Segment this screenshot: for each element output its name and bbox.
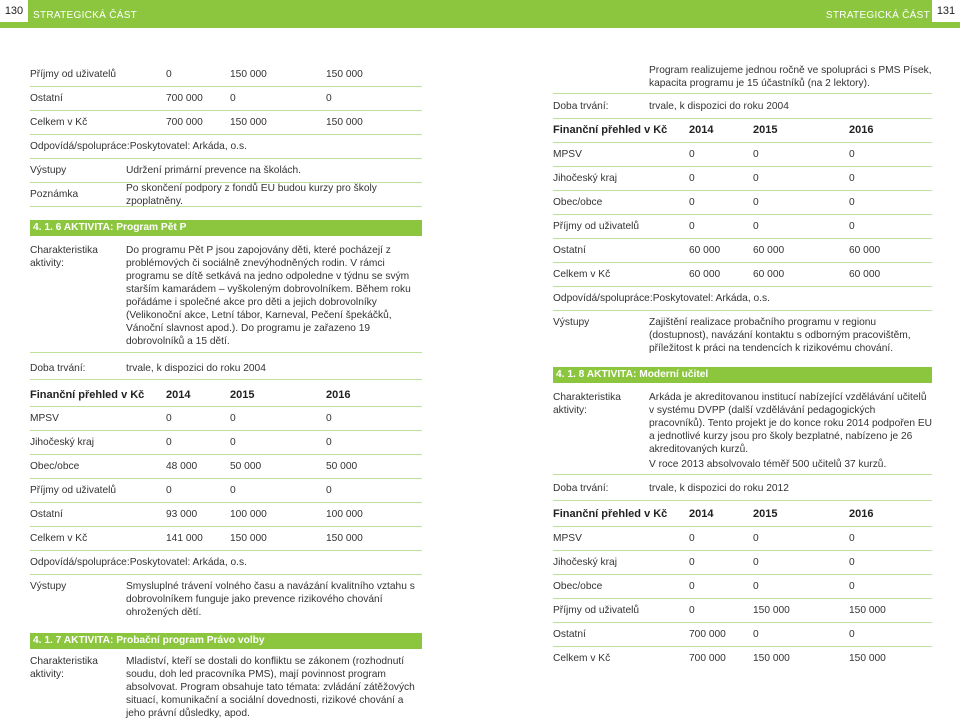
fin-row bbox=[30, 527, 422, 551]
info-label: Charakteristika aktivity: bbox=[30, 245, 98, 269]
running-title-right: STRATEGICKÁ ČÁST bbox=[825, 10, 930, 21]
fin-value-2015: 60 000 bbox=[753, 269, 785, 280]
fin-value-2014: 0 bbox=[689, 149, 695, 160]
fin-value-2016: 0 bbox=[849, 197, 855, 208]
fin-value-2016: 0 bbox=[849, 629, 855, 640]
info-row bbox=[553, 311, 932, 367]
info-label: Doba trvání: bbox=[553, 483, 609, 494]
fin-row bbox=[553, 575, 932, 599]
fin-label: Ostatní bbox=[30, 509, 63, 520]
fin-value-2015: 150 000 bbox=[753, 605, 790, 616]
fin-value-2015: 0 bbox=[230, 413, 236, 424]
fin-row bbox=[553, 143, 932, 167]
info-row bbox=[30, 655, 422, 720]
fin-label: Celkem v Kč bbox=[553, 653, 611, 664]
fin-value-2015: 150 000 bbox=[230, 117, 267, 128]
info-label: Výstupy bbox=[30, 581, 67, 592]
header-bar bbox=[0, 0, 960, 28]
fin-row bbox=[553, 215, 932, 239]
fin-row bbox=[553, 527, 932, 551]
info-row bbox=[30, 575, 422, 633]
fin-value-2015: 0 bbox=[753, 197, 759, 208]
fin-value-2014: 0 bbox=[689, 581, 695, 592]
info-text: Smysluplné trávení volného času a navázání kvalitního vztahu s dobrovolníkem funguje jako prevence rizikového chování ohrožených dětí. bbox=[126, 581, 415, 618]
fin-value-2016: 0 bbox=[326, 413, 332, 424]
fin-label: Příjmy od uživatelů bbox=[553, 605, 640, 616]
fin-header-2015: 2015 bbox=[753, 124, 778, 136]
fin-value-2014: 60 000 bbox=[689, 245, 721, 256]
fin-value-2015: 0 bbox=[753, 173, 759, 184]
fin-row bbox=[30, 479, 422, 503]
fin-label: Ostatní bbox=[553, 629, 586, 640]
info-label: Odpovídá/spolupráce: bbox=[30, 141, 130, 152]
info-label: Výstupy bbox=[30, 165, 67, 176]
fin-value-2016: 150 000 bbox=[326, 117, 363, 128]
fin-value-2016: 0 bbox=[849, 221, 855, 232]
info-text: Do programu Pět P jsou zapojovány děti, které pocházejí z problémových či sociálně znevýhodněných rodin. V rámci programu se dítě setkává na jedno odpoledne v týdnu se svým starším kamarádem – vyškoleným dobrovolníkem. Během roku pořádáme i společné akce pro děti a jejich dobrovolníky (Velikonoční akce, Letní tábor, Karneval, Pečení špekáčků, Vánoční slavnost apod.). Do programu je zařazeno 19 dobrovolníků a 15 dětí. bbox=[126, 245, 411, 347]
info-text: Arkáda je akreditovanou institucí nabízející vzdělávání učitelů v systému DVPP (další vzdělávání pedagogických pracovníků). Tento projekt je do konce roku 2014 podpořen EU a jednotlivé kurzy jsou pro školy bezplatné, nabízeno je 26 akreditovaných kurzů. bbox=[649, 392, 932, 455]
right-page bbox=[553, 64, 932, 670]
info-row bbox=[30, 159, 422, 183]
info-row bbox=[553, 456, 932, 475]
fin-header-label: Finanční přehled v Kč bbox=[30, 388, 145, 401]
info-text: Udržení primární prevence na školách. bbox=[126, 165, 301, 176]
info-row bbox=[553, 95, 932, 119]
fin-row bbox=[553, 647, 932, 670]
fin-table-header bbox=[553, 119, 932, 143]
info-row bbox=[30, 551, 422, 575]
fin-header-2016: 2016 bbox=[849, 508, 874, 520]
info-label: Charakteristika aktivity: bbox=[30, 656, 98, 680]
fin-value-2014: 0 bbox=[689, 605, 695, 616]
info-text: trvale, k dispozici do roku 2004 bbox=[649, 101, 789, 112]
fin-label: Jihočeský kraj bbox=[30, 437, 94, 448]
fin-row bbox=[553, 239, 932, 263]
fin-header-label: Finanční přehled v Kč bbox=[553, 124, 668, 136]
page-number-right: 131 bbox=[932, 0, 960, 22]
fin-header-label: Finanční přehled v Kč bbox=[553, 508, 668, 520]
fin-label: Celkem v Kč bbox=[30, 533, 88, 544]
section-heading: 4. 1. 7 AKTIVITA: Probační program Právo volby bbox=[30, 633, 422, 649]
fin-value-2016: 0 bbox=[849, 173, 855, 184]
fin-label: Obec/obce bbox=[553, 581, 603, 592]
fin-header-2016: 2016 bbox=[849, 124, 874, 136]
info-text: V roce 2013 absolvovalo téměř 500 učitelů 37 kurzů. bbox=[649, 459, 887, 470]
fin-label: Obec/obce bbox=[30, 461, 80, 472]
fin-header-2016: 2016 bbox=[326, 388, 351, 401]
fin-value-2016: 0 bbox=[849, 533, 855, 544]
info-row bbox=[553, 287, 932, 311]
fin-value-2014: 700 000 bbox=[689, 629, 726, 640]
fin-value-2014: 700 000 bbox=[166, 93, 203, 104]
info-label: Odpovídá/spolupráce: bbox=[30, 557, 130, 568]
fin-value-2015: 0 bbox=[753, 581, 759, 592]
fin-value-2016: 150 000 bbox=[849, 605, 886, 616]
page-number-left: 130 bbox=[0, 0, 28, 22]
fin-row bbox=[30, 407, 422, 431]
info-label: Doba trvání: bbox=[30, 362, 86, 374]
fin-value-2015: 0 bbox=[753, 557, 759, 568]
fin-label: MPSV bbox=[553, 533, 582, 544]
info-label: Doba trvání: bbox=[553, 101, 609, 112]
fin-value-2016: 150 000 bbox=[326, 69, 363, 80]
fin-value-2014: 0 bbox=[166, 485, 172, 496]
fin-row bbox=[553, 263, 932, 287]
info-text: Zajištění realizace probačního programu v regionu (dostupnost), navázání kontaktu s odborným pracovištěm, příležitost k práci na tendencích k rizikovému chování. bbox=[649, 317, 911, 354]
info-label: Odpovídá/spolupráce: bbox=[553, 293, 653, 304]
fin-label: Ostatní bbox=[30, 93, 63, 104]
info-text: Program realizujeme jednou ročně ve spolupráci s PMS Písek, kapacita programu je 15 účastníků (na 2 lektory). bbox=[649, 65, 932, 89]
info-text: trvale, k dispozici do roku 2012 bbox=[649, 483, 789, 494]
fin-value-2016: 150 000 bbox=[849, 653, 886, 664]
fin-value-2014: 0 bbox=[166, 437, 172, 448]
fin-value-2015: 0 bbox=[753, 533, 759, 544]
fin-value-2016: 50 000 bbox=[326, 461, 358, 472]
fin-table-header bbox=[553, 503, 932, 527]
fin-label: Celkem v Kč bbox=[553, 269, 611, 280]
info-text: Mladiství, kteří se dostali do konfliktu se zákonem (rozhodnutí soudu, doh led pracovníka PMS), mají povinnost program absolvovat. Program obsahuje tato témata: zvládání zátěžových situací, komunikační a sociální dovednosti, rizikové chování a jeho právní důsledky, apod. bbox=[126, 656, 415, 719]
section-heading: 4. 1. 8 AKTIVITA: Moderní učitel bbox=[553, 367, 932, 383]
fin-row bbox=[553, 191, 932, 215]
fin-value-2014: 700 000 bbox=[689, 653, 726, 664]
fin-value-2016: 60 000 bbox=[849, 269, 881, 280]
fin-label: Ostatní bbox=[553, 245, 586, 256]
section-heading: 4. 1. 6 AKTIVITA: Program Pět P bbox=[30, 220, 422, 236]
info-text: Poskytovatel: Arkáda, o.s. bbox=[652, 293, 770, 304]
fin-value-2015: 150 000 bbox=[230, 69, 267, 80]
info-row bbox=[30, 135, 422, 159]
fin-value-2016: 0 bbox=[326, 93, 332, 104]
fin-value-2015: 150 000 bbox=[753, 653, 790, 664]
fin-value-2016: 60 000 bbox=[849, 245, 881, 256]
fin-value-2015: 150 000 bbox=[230, 533, 267, 544]
fin-value-2014: 700 000 bbox=[166, 117, 203, 128]
fin-value-2014: 141 000 bbox=[166, 533, 203, 544]
fin-value-2016: 150 000 bbox=[326, 533, 363, 544]
fin-header-2014: 2014 bbox=[689, 508, 714, 520]
info-row bbox=[553, 391, 932, 456]
fin-value-2014: 60 000 bbox=[689, 269, 721, 280]
fin-value-2014: 93 000 bbox=[166, 509, 198, 520]
fin-value-2016: 0 bbox=[326, 437, 332, 448]
fin-value-2014: 0 bbox=[689, 533, 695, 544]
fin-header-2015: 2015 bbox=[753, 508, 778, 520]
left-page bbox=[30, 64, 422, 720]
info-text: trvale, k dispozici do roku 2004 bbox=[126, 362, 266, 374]
fin-label: Příjmy od uživatelů bbox=[30, 69, 117, 80]
fin-value-2015: 0 bbox=[230, 485, 236, 496]
fin-label: Příjmy od uživatelů bbox=[30, 485, 117, 496]
fin-value-2014: 48 000 bbox=[166, 461, 198, 472]
fin-label: MPSV bbox=[30, 413, 59, 424]
fin-value-2015: 0 bbox=[230, 437, 236, 448]
info-text: Po skončení podpory z fondů EU budou kurzy pro školy zpoplatněny. bbox=[126, 182, 377, 207]
fin-value-2015: 0 bbox=[230, 93, 236, 104]
fin-row bbox=[553, 551, 932, 575]
fin-label: Příjmy od uživatelů bbox=[553, 221, 640, 232]
fin-row bbox=[553, 599, 932, 623]
info-row bbox=[553, 477, 932, 501]
fin-value-2015: 0 bbox=[753, 221, 759, 232]
fin-value-2014: 0 bbox=[689, 173, 695, 184]
fin-value-2015: 60 000 bbox=[753, 245, 785, 256]
fin-value-2015: 100 000 bbox=[230, 509, 267, 520]
fin-label: Jihočeský kraj bbox=[553, 173, 617, 184]
fin-value-2014: 0 bbox=[689, 221, 695, 232]
info-label: Výstupy bbox=[553, 317, 590, 328]
fin-header-2015: 2015 bbox=[230, 388, 255, 401]
fin-label: Celkem v Kč bbox=[30, 117, 88, 128]
info-row bbox=[30, 183, 422, 207]
fin-value-2015: 0 bbox=[753, 149, 759, 160]
fin-value-2014: 0 bbox=[166, 69, 172, 80]
fin-value-2015: 0 bbox=[753, 629, 759, 640]
fin-value-2016: 0 bbox=[326, 485, 332, 496]
fin-value-2016: 100 000 bbox=[326, 509, 363, 520]
fin-value-2015: 50 000 bbox=[230, 461, 262, 472]
fin-header-2014: 2014 bbox=[166, 388, 191, 401]
fin-value-2014: 0 bbox=[689, 197, 695, 208]
fin-row bbox=[30, 87, 422, 111]
info-row bbox=[553, 64, 932, 94]
fin-label: Obec/obce bbox=[553, 197, 603, 208]
fin-value-2016: 0 bbox=[849, 149, 855, 160]
info-row bbox=[30, 357, 422, 380]
fin-value-2014: 0 bbox=[166, 413, 172, 424]
fin-row bbox=[30, 111, 422, 135]
info-text: Poskytovatel: Arkáda, o.s. bbox=[129, 141, 247, 152]
fin-value-2016: 0 bbox=[849, 557, 855, 568]
running-title-left: STRATEGICKÁ ČÁST bbox=[33, 10, 138, 21]
fin-label: MPSV bbox=[553, 149, 582, 160]
info-row bbox=[30, 244, 422, 353]
info-text: Poskytovatel: Arkáda, o.s. bbox=[129, 557, 247, 568]
fin-row bbox=[30, 431, 422, 455]
fin-row bbox=[553, 623, 932, 647]
fin-row bbox=[30, 503, 422, 527]
fin-value-2016: 0 bbox=[849, 581, 855, 592]
fin-value-2014: 0 bbox=[689, 557, 695, 568]
fin-row bbox=[30, 455, 422, 479]
fin-header-2014: 2014 bbox=[689, 124, 714, 136]
fin-row bbox=[553, 167, 932, 191]
fin-row bbox=[30, 63, 422, 87]
info-label: Poznámka bbox=[30, 189, 79, 200]
fin-label: Jihočeský kraj bbox=[553, 557, 617, 568]
fin-table-header bbox=[30, 384, 422, 407]
info-label: Charakteristika aktivity: bbox=[553, 392, 621, 416]
